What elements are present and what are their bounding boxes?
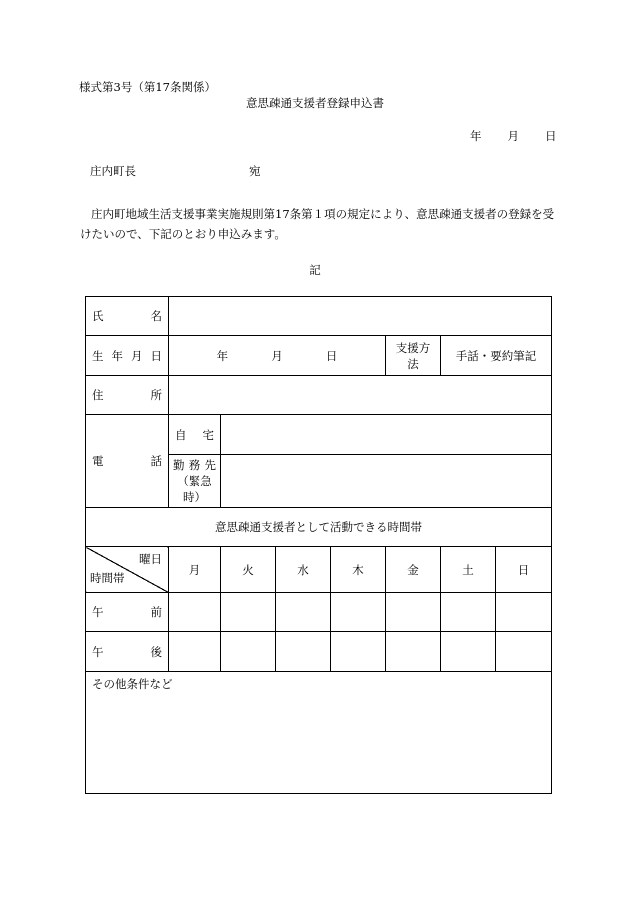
date-year: 年 [470,129,482,143]
dob-label: 生 年 月 日 [86,336,169,376]
name-field[interactable] [169,297,552,336]
afternoon-mon-cell[interactable] [169,632,221,672]
address-label: 住 所 [86,376,169,415]
days-header-row [86,547,552,593]
afternoon-wed-cell[interactable] [276,632,331,672]
morning-fri-cell[interactable] [386,593,441,632]
name-label: 氏 名 [86,297,169,336]
morning-row [86,593,552,632]
support-method-label: 支援方法 [386,336,441,376]
other-conditions-field[interactable] [86,672,552,794]
morning-wed-cell[interactable] [276,593,331,632]
dob-field[interactable]: 年 月 日 [169,336,386,376]
name-row [86,297,552,336]
day-thu: 木 [331,547,386,593]
afternoon-row [86,632,552,672]
day-time-header [86,547,169,593]
ki-heading: 記 [309,263,321,277]
afternoon-sat-cell[interactable] [441,632,496,672]
addressee: 庄内町長 [90,164,136,178]
date-day: 日 [545,129,557,143]
phone-label: 電 話 [86,415,169,508]
weekday-header: 曜日 [139,552,162,566]
atena: 宛 [249,164,261,178]
work-phone-field[interactable] [221,455,552,508]
form-number: 様式第3号（第17条関係） [79,80,216,94]
day-sat: 土 [441,547,496,593]
work-phone-label: 勤 務 先 （緊急時） [169,455,221,508]
morning-label: 午 前 [86,593,169,632]
morning-mon-cell[interactable] [169,593,221,632]
afternoon-sun-cell[interactable] [496,632,552,672]
other-conditions-label: その他条件など [92,677,173,691]
afternoon-fri-cell[interactable] [386,632,441,672]
morning-tue-cell[interactable] [221,593,276,632]
day-mon: 月 [169,547,221,593]
morning-sat-cell[interactable] [441,593,496,632]
day-tue: 火 [221,547,276,593]
dob-row [86,336,552,376]
day-wed: 水 [276,547,331,593]
address-row [86,376,552,415]
day-sun: 日 [496,547,552,593]
home-phone-field[interactable] [221,415,552,455]
morning-sun-cell[interactable] [496,593,552,632]
home-phone-label: 自 宅 [169,415,221,455]
body-text: 庄内町地域生活支援事業実施規則第17条第１項の規定により、意思疎通支援者の登録を受けたいので、下記のとおり申込みます。 [80,207,555,241]
application-form-table [85,296,552,794]
other-conditions-row [86,672,552,794]
morning-thu-cell[interactable] [331,593,386,632]
address-field[interactable] [169,376,552,415]
availability-title: 意思疎通支援者として活動できる時間帯 [86,508,552,547]
availability-title-row [86,508,552,547]
support-method-value: 手話・要約筆記 [441,336,552,376]
phone-home-row [86,415,552,455]
date-line [470,128,557,144]
day-fri: 金 [386,547,441,593]
work-phone-note: （緊急時） [177,474,212,504]
afternoon-thu-cell[interactable] [331,632,386,672]
afternoon-tue-cell[interactable] [221,632,276,672]
document-title: 意思疎通支援者登録申込書 [246,96,384,110]
afternoon-label: 午 後 [86,632,169,672]
date-month: 月 [507,129,519,143]
timeslot-header: 時間帯 [90,571,125,585]
